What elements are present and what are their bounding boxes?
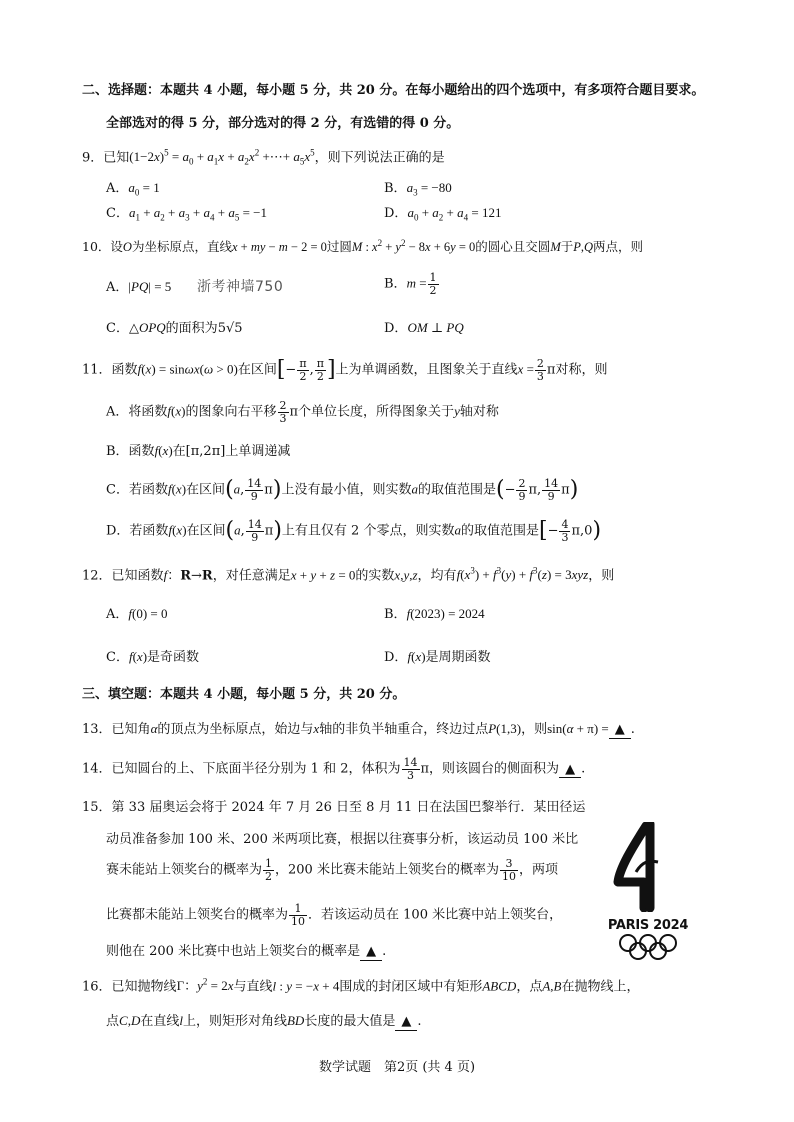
q9-option-c: C．$a_1 + a_2 + a_3 + a_4 + a_5 = -1$ [106,205,267,223]
q11-option-b: B．函数f(x)在[π,2π]上单调递减 [106,443,291,459]
q10-option-a: A．|PQ| = 5 [106,279,172,295]
q9-option-b: B．$a_3 = -80$ [384,180,452,198]
olympic-rings-icon [606,933,690,961]
q12-option-a: A．f(0) = 0 [106,606,168,622]
q10-option-d: D．OM ⊥ PQ [384,320,464,336]
question-16-line2: 点C,D在直线l上，则矩形对角线BD长度的最大值是 ▲ . [106,1013,422,1029]
question-12: 12．已知函数f：R→R，对任意满足x + y + z = 0的实数x,y,z，均有$f(x^3) + f^3(y) + f^3(z) = 3xyz$，则 [82,566,615,584]
paris-2024-logo [606,822,690,957]
q12-option-c: C．f(x)是奇函数 [106,649,200,665]
question-11: 11．函数f(x) = sinωx(ω > 0)在区间[− $\frac{\pi}{2}$ , $\frac{\pi}{2}$ ]上为单调函数，且图象关于直线x = $\frac{2}{3}$ π对称，则 [82,357,608,383]
q12-option-b: B．f(2023) = 2024 [384,606,485,622]
question-14: 14．已知圆台的上、下底面半径分别为 1 和 2，体积为 $\frac{14}{3}$ π，则该圆台的侧面积为 ▲ . [82,756,586,782]
question-9: 9．已知$(1-2x)^5 = a_0 + a_1x + a_2x^2$ +⋯+ $a_5x^5$，则下列说法正确的是 [82,148,445,167]
question-15-line5: 则他在 200 米比赛中也站上领奖台的概率是 ▲ . [106,944,387,959]
watermark: 浙考神墙750 [197,279,284,295]
page-footer: 数学试题 第2页 (共 4 页) [318,1060,476,1075]
question-15-line3: 赛未能站上领奖台的概率为 $\frac{1}{2}$ ，200 米比赛未能站上领奖台的概率为 $\frac{3}{10}$ ，两项 [106,857,558,883]
section2-scoring: 全部选对的得 5 分，部分选对的得 2 分，有选错的得 0 分。 [106,116,460,131]
q11-option-d: D．若函数f(x)在区间(a, $\frac{14}{9}$ π)上有且仅有 2 个零点，则实数a的取值范围是[− $\frac{4}{3}$ π,0) [106,518,602,544]
question-16-line1: 16．已知抛物线Γ：$y^2 = 2x$与直线l : y = −x + 4围成的封闭区域中有矩形ABCD，点A,B在抛物线上， [82,977,640,995]
question-15-line2: 动员准备参加 100 米、200 米两项比赛，根据以往赛事分析，该运动员 100 米比 [106,832,579,847]
question-13: 13．已知角α的顶点为坐标原点，始边与x轴的非负半轴重合，终边过点P(1,3)，则sin(α + π) = ▲ . [82,721,635,737]
paris-2024-text: PARIS 2024 [607,918,689,933]
q11-option-c: C．若函数f(x)在区间(a, $\frac{14}{9}$ π)上没有最小值，则实数a的取值范围是(− $\frac{2}{9}$ π, $\frac{14}{9}$ π) [106,477,579,503]
q12-option-d: D．f(x)是周期函数 [384,649,491,665]
question-15-line1: 15．第 33 届奥运会将于 2024 年 7 月 26 日至 8 月 11 日在法国巴黎举行．某田径运 [82,800,586,815]
question-10: 10．设O为坐标原点，直线x + my − m − 2 = 0过圆M : $x^2 + y^2 - 8x + 6y = 0$的圆心且交圆M于P,Q两点，则 [82,238,644,255]
section3-heading: 三、填空题：本题共 4 小题，每小题 5 分，共 20 分。 [82,687,406,702]
q10-option-c: C．△OPQ的面积为5√5 [106,320,243,336]
question-15-line4: 比赛都未能站上领奖台的概率为 $\frac{1}{10}$ ．若该运动员在 100 米比赛中站上领奖台， [106,902,563,928]
q9-option-d: D．$a_0 + a_2 + a_4 = 121$ [384,205,502,223]
q9-option-a: A．$a_0 = 1$ [106,180,160,198]
paris-2024-emblem-icon [606,822,690,912]
q10-option-b: B．m = $\frac{1}{2}$ [384,271,437,297]
section2-heading: 二、选择题：本题共 4 小题，每小题 5 分，共 20 分。在每小题给出的四个选项中，有多项符合题目要求。 [82,83,705,98]
q11-option-a: A．将函数f(x)的图象向右平移 $\frac{2}{3}$ π个单位长度，所得图象关于y轴对称 [106,399,499,425]
